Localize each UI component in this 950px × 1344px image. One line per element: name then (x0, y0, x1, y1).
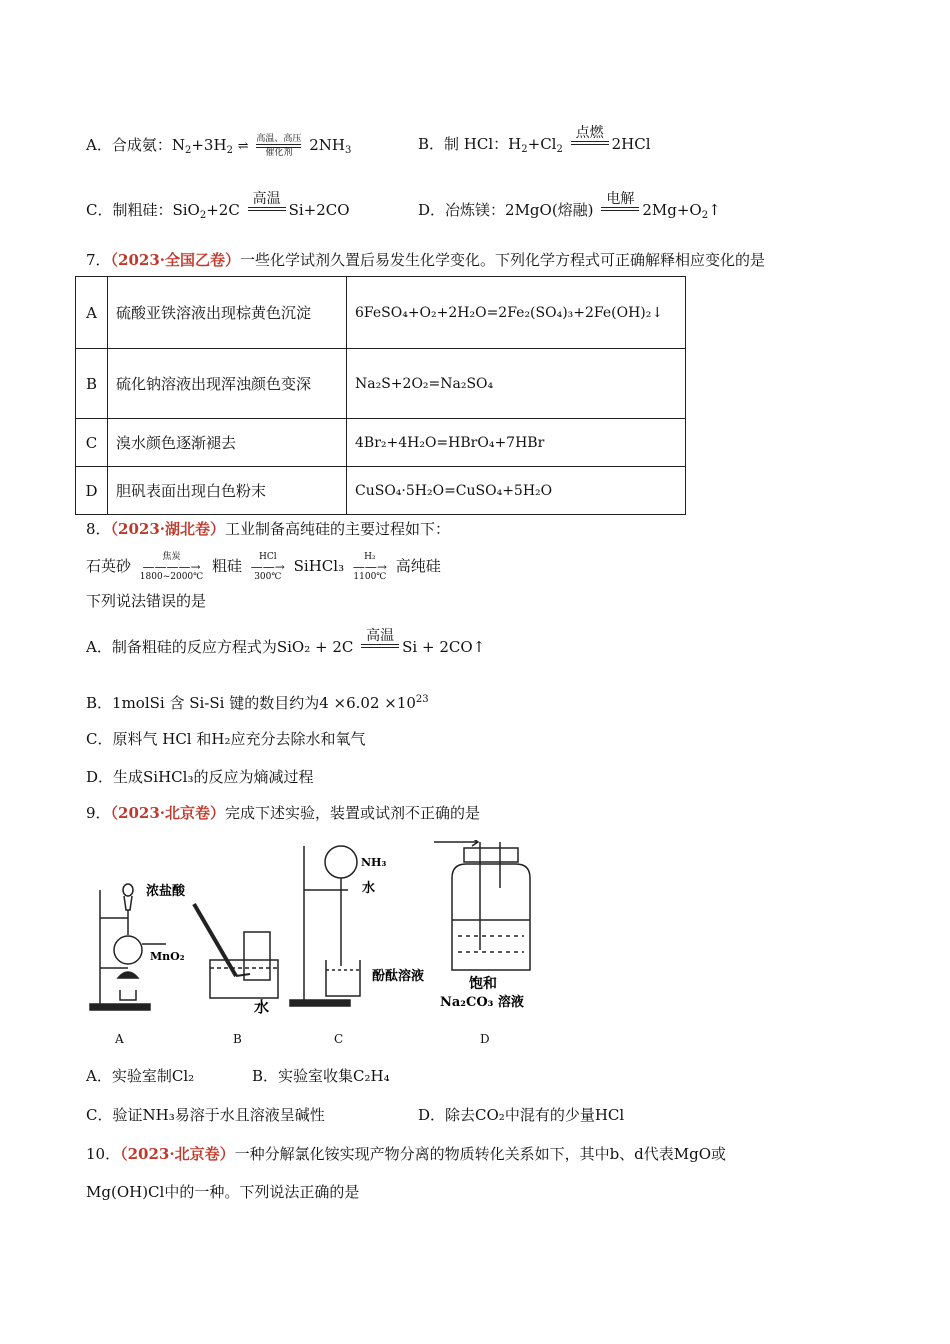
label-water-2: 水 (362, 881, 376, 896)
fig-label-d: D (480, 1032, 490, 1046)
label-mno2: MnO₂ (150, 950, 185, 963)
fig-label-c: C (334, 1032, 344, 1046)
q7-table (75, 276, 686, 515)
q10-stem: 10．（2023·北京卷）一种分解氯化铵实现产物分离的物质转化关系如下，其中b、d代表MgO或 (86, 1145, 727, 1163)
q8-option-c: C．原料气 HCl 和H₂应充分去除水和氧气 (86, 730, 366, 748)
q9-option-b: B．实验室收集C₂H₄ (252, 1067, 390, 1085)
q7-stem: 7．（2023·全国乙卷）一些化学试剂久置后易发生化学变化。下列化学方程式可正确解释相应变化的是 (86, 251, 766, 269)
table-row: A 硫酸亚铁溶液出现棕黄色沉淀 6FeSO₄+O₂+2H₂O=2Fe₂(SO₄)₃+2Fe(OH)₂↓ (76, 277, 686, 349)
q9-option-d: D．除去CO₂中混有的少量HCl (418, 1106, 625, 1124)
fig-label-b: B (233, 1032, 242, 1046)
reaction-condition: 点燃 (571, 125, 609, 145)
label-phenolphthalein: 酚酞溶液 (372, 969, 425, 984)
q9-option-a: A．实验室制Cl₂ (86, 1067, 195, 1085)
q10-stem-continued: Mg(OH)Cl中的一种。下列说法正确的是 (86, 1183, 360, 1201)
reaction-condition: 高温 (248, 191, 286, 211)
q8-flow: 石英砂 焦炭 ————→ 1800~2000℃ 粗硅 HCl ——→ 300℃ SiHCl₃ H₂ ——→ 1100℃ 高纯硅 (86, 552, 441, 582)
fig-label-a: A (115, 1032, 124, 1046)
label-saturated: 饱和 (469, 976, 497, 992)
label-nh3: NH₃ (361, 856, 387, 869)
q6-option-b: B．制 HCl：$H_2+Cl_2$ 点燃 2HCl (418, 125, 651, 155)
reaction-condition: 电解 (601, 191, 639, 211)
label-conc-hcl: 浓盐酸 (146, 884, 186, 899)
q9-option-c: C．验证NH₃易溶于水且溶液呈碱性 (86, 1106, 325, 1124)
q8-option-b: B．1molSi 含 Si-Si 键的数目约为$4 \times 6.02 \times 10^{23}$ (86, 694, 429, 712)
q8-option-a: A．制备粗硅的反应方程式为SiO₂ + 2C 高温 Si + 2CO↑ (86, 628, 486, 656)
q8-ask: 下列说法错误的是 (86, 592, 207, 610)
table-row: D 胆矾表面出现白色粉末 CuSO₄·5H₂O=CuSO₄+5H₂O (76, 467, 686, 515)
label-na2co3: Na₂CO₃ 溶液 (440, 995, 524, 1010)
q6-option-a: A．合成氨：$N_2+3H_2$ ⇌ 高温、高压 催化剂 $2NH_3$ (86, 134, 352, 158)
apparatus-a (90, 884, 166, 1010)
table-row: C 溴水颜色逐渐褪去 4Br₂+4H₂O=HBrO₄+7HBr (76, 419, 686, 467)
q6-option-c: C．制粗硅：SiO$_2$+2C 高温 Si+2CO (86, 191, 350, 221)
q8-option-d: D．生成SiHCl₃的反应为熵减过程 (86, 768, 314, 786)
q9-apparatus-figure (86, 840, 546, 1020)
q8-stem: 8．（2023·湖北卷）工业制备高纯硅的主要过程如下： (86, 520, 451, 538)
q6-option-d: D．冶炼镁：2MgO(熔融) 电解 $2Mg+O_2↑$ (418, 191, 721, 221)
label-water: 水 (254, 998, 270, 1016)
table-row: B 硫化钠溶液出现浑浊颜色变深 Na₂S+2O₂=Na₂SO₄ (76, 349, 686, 419)
reaction-condition: 高温、高压 催化剂 (256, 134, 302, 158)
q9-stem: 9．（2023·北京卷）完成下述实验，装置或试剂不正确的是 (86, 804, 481, 822)
apparatus-c (290, 846, 360, 1006)
apparatus-b (194, 904, 278, 998)
apparatus-d (434, 840, 530, 970)
